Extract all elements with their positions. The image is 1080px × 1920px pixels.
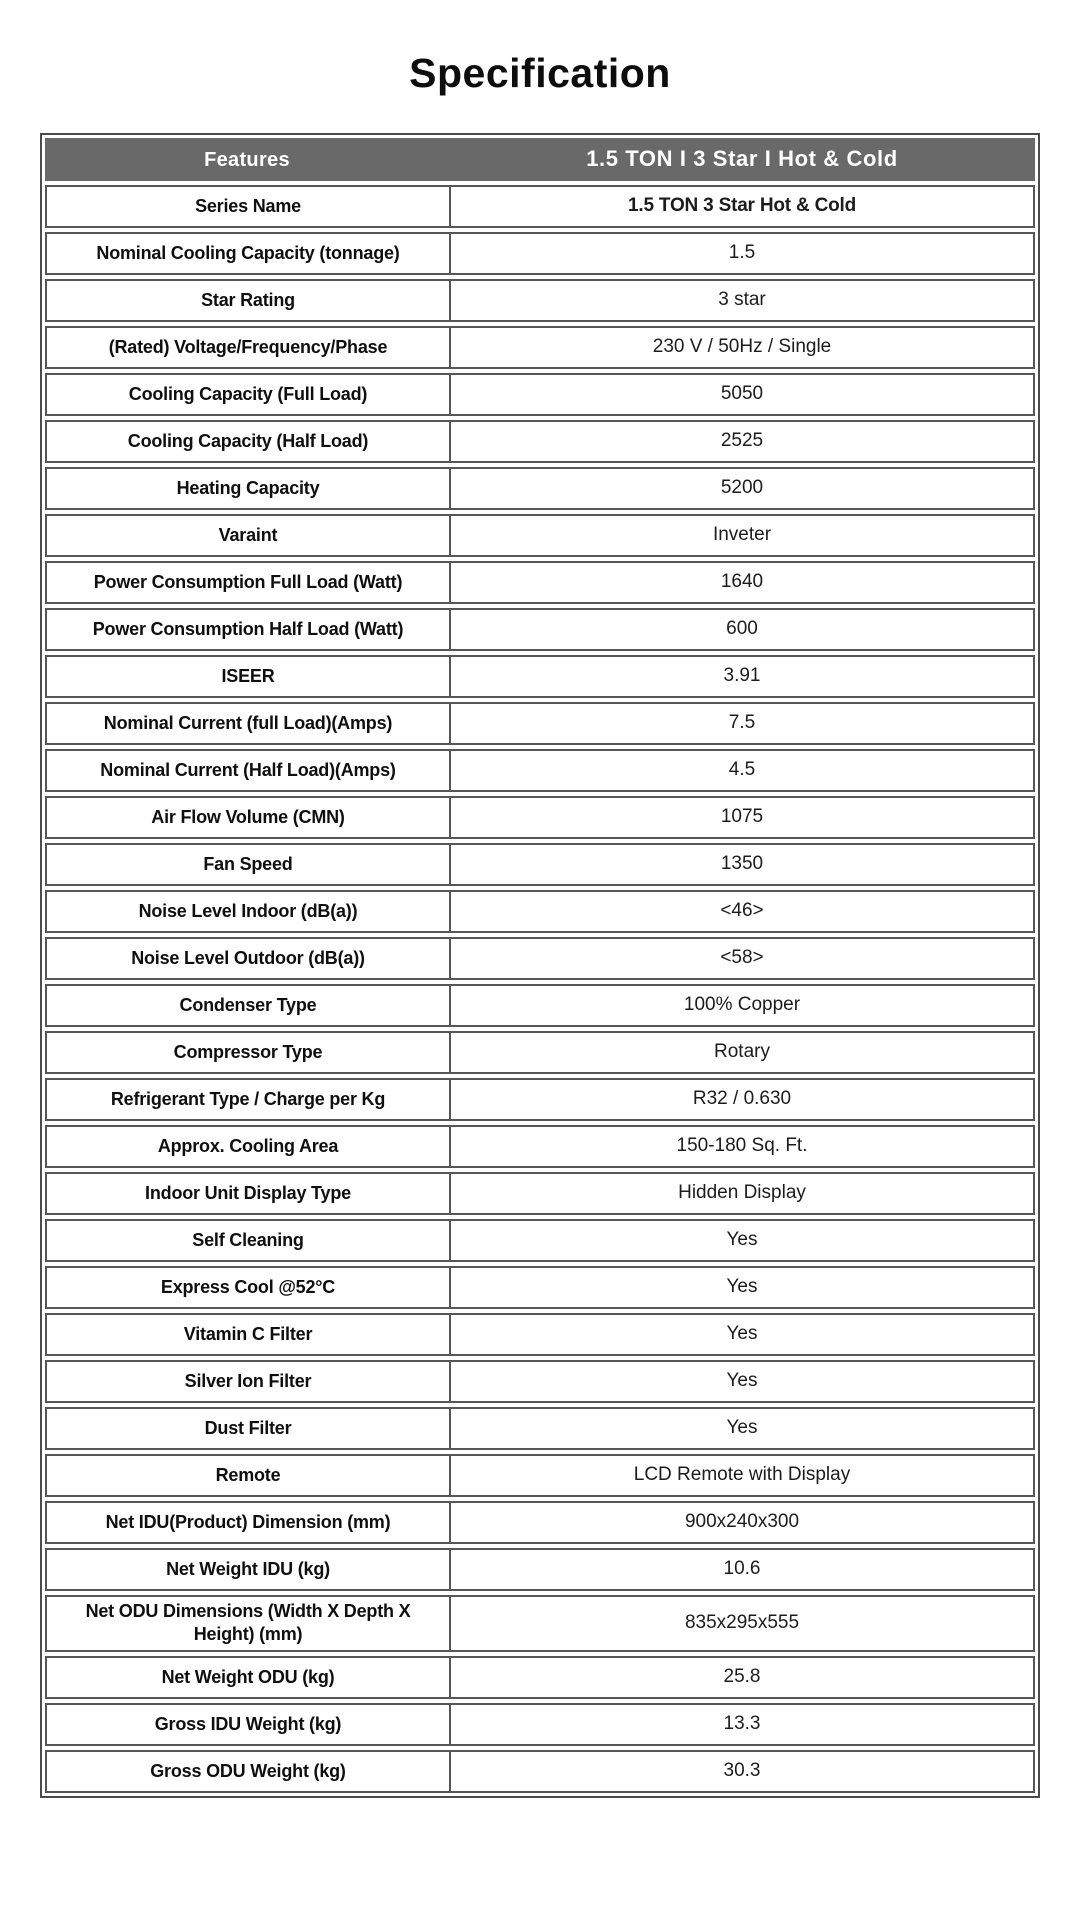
feature-cell: Noise Level Indoor (dB(a)) (45, 890, 449, 933)
feature-cell: Heating Capacity (45, 467, 449, 510)
table-row (45, 796, 1035, 839)
table-row (45, 561, 1035, 604)
spec-table (40, 133, 1040, 1798)
table-header (45, 138, 1035, 181)
table-row (45, 1703, 1035, 1746)
value-cell: 3.91 (449, 655, 1035, 698)
table-row (45, 1454, 1035, 1497)
value-cell: 1.5 TON 3 Star Hot & Cold (449, 185, 1035, 228)
value-cell: R32 / 0.630 (449, 1078, 1035, 1121)
value-cell: LCD Remote with Display (449, 1454, 1035, 1497)
value-cell: 100% Copper (449, 984, 1035, 1027)
table-row (45, 1750, 1035, 1793)
value-cell: 230 V / 50Hz / Single (449, 326, 1035, 369)
page-title: Specification (409, 50, 671, 96)
feature-cell: ISEER (45, 655, 449, 698)
table-row (45, 232, 1035, 275)
feature-cell: Net Weight IDU (kg) (45, 1548, 449, 1591)
table-body (45, 185, 1035, 1793)
feature-cell: Varaint (45, 514, 449, 557)
value-cell: Inveter (449, 514, 1035, 557)
value-cell: Yes (449, 1219, 1035, 1262)
header-features-cell: Features (204, 148, 290, 171)
table-row (45, 1219, 1035, 1262)
value-cell: 1075 (449, 796, 1035, 839)
table-row (45, 702, 1035, 745)
value-cell: 5200 (449, 467, 1035, 510)
value-cell: 4.5 (449, 749, 1035, 792)
table-row (45, 749, 1035, 792)
table-row (45, 514, 1035, 557)
value-cell: 600 (449, 608, 1035, 651)
table-row (45, 1172, 1035, 1215)
table-row (45, 655, 1035, 698)
value-cell: 2525 (449, 420, 1035, 463)
value-cell: Yes (449, 1360, 1035, 1403)
feature-cell: Indoor Unit Display Type (45, 1172, 449, 1215)
value-cell: Yes (449, 1313, 1035, 1356)
feature-cell: Net ODU Dimensions (Width X Depth X Height) (mm) (45, 1595, 449, 1652)
value-cell: 1.5 (449, 232, 1035, 275)
value-cell: 25.8 (449, 1656, 1035, 1699)
table-row (45, 326, 1035, 369)
feature-cell: Air Flow Volume (CMN) (45, 796, 449, 839)
feature-cell: Self Cleaning (45, 1219, 449, 1262)
value-cell: 3 star (449, 279, 1035, 322)
feature-cell: Nominal Current (full Load)(Amps) (45, 702, 449, 745)
feature-cell: Series Name (45, 185, 449, 228)
table-row (45, 1501, 1035, 1544)
feature-cell: Fan Speed (45, 843, 449, 886)
table-row (45, 1407, 1035, 1450)
feature-cell: Net IDU(Product) Dimension (mm) (45, 1501, 449, 1544)
table-row (45, 185, 1035, 228)
feature-cell: Compressor Type (45, 1031, 449, 1074)
value-cell: <58> (449, 937, 1035, 980)
table-row (45, 1595, 1035, 1652)
value-cell: Hidden Display (449, 1172, 1035, 1215)
table-row (45, 984, 1035, 1027)
feature-cell: Dust Filter (45, 1407, 449, 1450)
table-row (45, 1031, 1035, 1074)
table-row (45, 1078, 1035, 1121)
value-cell: 5050 (449, 373, 1035, 416)
value-cell: 7.5 (449, 702, 1035, 745)
feature-cell: Remote (45, 1454, 449, 1497)
value-cell: 150-180 Sq. Ft. (449, 1125, 1035, 1168)
feature-cell: Star Rating (45, 279, 449, 322)
header-product-cell: 1.5 TON I 3 Star I Hot & Cold (586, 146, 898, 172)
feature-cell: Power Consumption Half Load (Watt) (45, 608, 449, 651)
feature-cell: (Rated) Voltage/Frequency/Phase (45, 326, 449, 369)
feature-cell: Condenser Type (45, 984, 449, 1027)
feature-cell: Express Cool @52°C (45, 1266, 449, 1309)
value-cell: Rotary (449, 1031, 1035, 1074)
feature-cell: Refrigerant Type / Charge per Kg (45, 1078, 449, 1121)
feature-cell: Approx. Cooling Area (45, 1125, 449, 1168)
value-cell: 30.3 (449, 1750, 1035, 1793)
table-row (45, 467, 1035, 510)
feature-cell: Nominal Current (Half Load)(Amps) (45, 749, 449, 792)
table-row (45, 1548, 1035, 1591)
value-cell: <46> (449, 890, 1035, 933)
feature-cell: Noise Level Outdoor (dB(a)) (45, 937, 449, 980)
feature-cell: Cooling Capacity (Half Load) (45, 420, 449, 463)
table-row (45, 1313, 1035, 1356)
feature-cell: Silver Ion Filter (45, 1360, 449, 1403)
table-row (45, 1360, 1035, 1403)
table-row (45, 420, 1035, 463)
feature-cell: Gross IDU Weight (kg) (45, 1703, 449, 1746)
value-cell: Yes (449, 1266, 1035, 1309)
value-cell: 13.3 (449, 1703, 1035, 1746)
table-row (45, 890, 1035, 933)
table-row (45, 279, 1035, 322)
feature-cell: Gross ODU Weight (kg) (45, 1750, 449, 1793)
feature-cell: Cooling Capacity (Full Load) (45, 373, 449, 416)
value-cell: 900x240x300 (449, 1501, 1035, 1544)
value-cell: 10.6 (449, 1548, 1035, 1591)
table-row (45, 843, 1035, 886)
table-row (45, 1266, 1035, 1309)
value-cell: 1350 (449, 843, 1035, 886)
feature-cell: Vitamin C Filter (45, 1313, 449, 1356)
value-cell: 1640 (449, 561, 1035, 604)
table-row (45, 1125, 1035, 1168)
table-row (45, 1656, 1035, 1699)
table-row (45, 373, 1035, 416)
table-row (45, 937, 1035, 980)
value-cell: Yes (449, 1407, 1035, 1450)
feature-cell: Power Consumption Full Load (Watt) (45, 561, 449, 604)
value-cell: 835x295x555 (449, 1595, 1035, 1652)
table-row (45, 608, 1035, 651)
feature-cell: Nominal Cooling Capacity (tonnage) (45, 232, 449, 275)
feature-cell: Net Weight ODU (kg) (45, 1656, 449, 1699)
